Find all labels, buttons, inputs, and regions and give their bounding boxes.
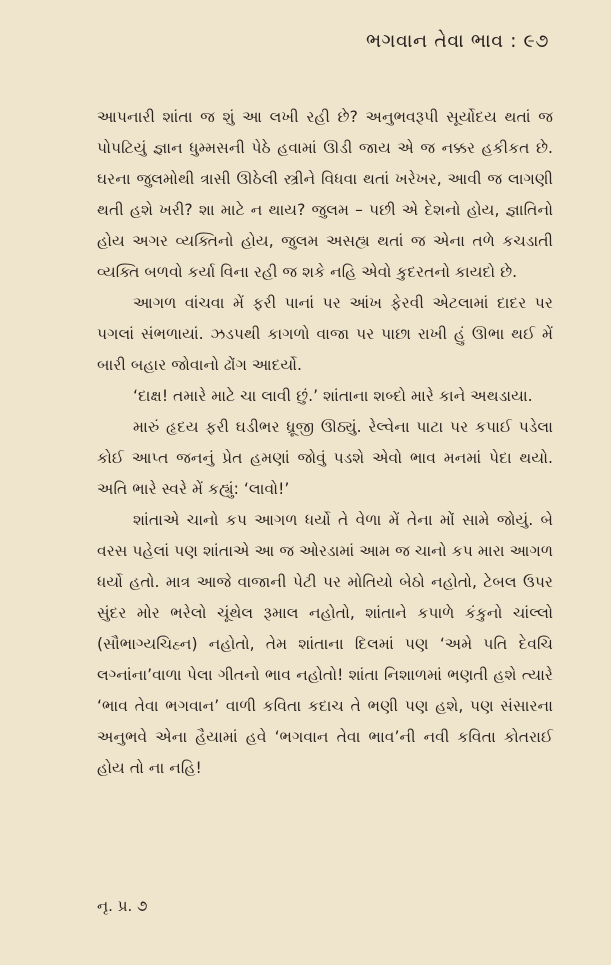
paragraph: મારું હૃદય ફરી ઘડીભર ધ્રૂજી ઊઠ્યું. રેલ્વેના પાટા પર કપાઈ પડેલા કોઈ આપ્ત જનનું પ્રેત હમણાં જોવું પડશે એવો ભાવ મનમાં પેદા થયો. અતિ ભારે સ્વરે મેં કહ્યું: ‘લાવો!’ <box>97 418 553 498</box>
signature-mark: નૃ. પ્ર. ૭ <box>97 897 148 915</box>
running-header: ભગવાન તેવા ભાવ : ૯૭ <box>365 30 549 52</box>
paragraph: આગળ વાંચવા મેં ફરી પાનાં પર આંખ ફેરવી એટલામાં દાદર પર પગલાં સંભળાયાં. ઝડપથી કાગળો વાજા પર પાછા રાખી હું ઊભા થઈ મેં બારી બહાર જોવાનો ઢોંગ આદર્યો. <box>97 294 553 374</box>
paragraph: આપનારી શાંતા જ શું આ લખી રહી છે? અનુભવરૂપી સૂર્યોદય થતાં જ પોપટિયું જ્ઞાન ધુમ્મસની પેઠે હવામાં ઊડી જાય એ જ નક્કર હકીકત છે. ઘરના જુલમોથી ત્રાસી ઊઠેલી સ્ત્રીને વિધવા થતાં ખરેખર, આવી જ લાગણી થતી હશે ખરી? શા માટે ન થાય? જુલમ – પછી એ દેશનો હોય, જ્ઞાતિનો હોય અગર વ્યક્તિનો હોય, જુલમ અસહ્ય થતાં જ એના તળે કચડાતી વ્યક્તિ બળવો કર્યા વિના રહી જ શકે નહિ એવો કુદરતનો કાયદો છે. <box>97 108 553 281</box>
paragraph: શાંતાએ ચાનો કપ આગળ ધર્યો તે વેળા મેં તેના મોં સામે જોયું. બે વરસ પહેલાં પણ શાંતાએ આ જ ઓરડામાં આમ જ ચાનો કપ મારા આગળ ધર્યો હતો. માત્ર આજે વાજાની પેટી પર મોતિયો બેઠો નહોતો, ટેબલ ઉપર સુંદર મોર ભરેલો ચૂંથેલ રૂમાલ નહોતો, શાંતાને કપાળે કંકુનો ચાંલ્લો (સૌભાગ્યચિહ્ન) નહોતો, તેમ શાંતાના દિલમાં પણ ‘અમે પતિ દેવચિ લગ્નાંના’વાળા પેલા ગીતનો ભાવ નહોતો! શાંતા નિશાળમાં ભણતી હશે ત્યારે ‘ભાવ તેવા ભગવાન’ વાળી કવિતા કદાચ તે ભણી પણ હશે, પણ સંસારના અનુભવે એના હૈયામાં હવે ‘ભગવાન તેવા ભાવ’ની નવી કવિતા કોતરાઈ હોય તો ના નહિ! <box>97 511 553 777</box>
paragraph: ‘દાક્ષ! તમારે માટે ચા લાવી છું.’ શાંતાના શબ્દો મારે કાને અથડાયા. <box>133 387 533 405</box>
body-text <box>97 102 553 784</box>
